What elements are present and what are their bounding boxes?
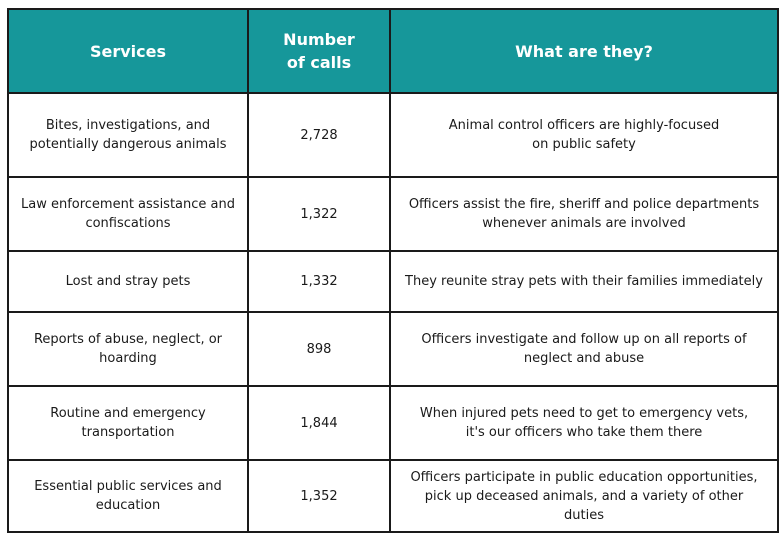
calls-cell: 1,332 xyxy=(248,251,390,312)
table-row xyxy=(8,312,778,386)
description-cell: Officers investigate and follow up on all reports of neglect and abuse xyxy=(390,312,778,386)
table-row xyxy=(8,251,778,312)
table-row xyxy=(8,177,778,251)
table-row xyxy=(8,93,778,177)
service-cell: Reports of abuse, neglect, or hoarding xyxy=(8,312,248,386)
description-cell: Officers assist the fire, sheriff and police departments whenever animals are involved xyxy=(390,177,778,251)
calls-cell: 1,844 xyxy=(248,386,390,460)
description-cell: Officers participate in public education opportunities, pick up deceased animals, and a variety of other duties xyxy=(390,460,778,532)
table-row xyxy=(8,386,778,460)
header-row xyxy=(8,9,778,93)
service-cell: Law enforcement assistance and confiscations xyxy=(8,177,248,251)
description-cell: They reunite stray pets with their families immediately xyxy=(390,251,778,312)
table-header xyxy=(8,9,778,93)
services-table xyxy=(7,8,779,533)
header-services: Services xyxy=(8,9,248,93)
service-cell: Lost and stray pets xyxy=(8,251,248,312)
calls-cell: 1,352 xyxy=(248,460,390,532)
service-cell: Essential public services and education xyxy=(8,460,248,532)
table-row xyxy=(8,460,778,532)
calls-cell: 2,728 xyxy=(248,93,390,177)
description-cell: When injured pets need to get to emergency vets, it's our officers who take them there xyxy=(390,386,778,460)
service-cell: Bites, investigations, and potentially dangerous animals xyxy=(8,93,248,177)
header-what-are-they: What are they? xyxy=(390,9,778,93)
service-cell: Routine and emergency transportation xyxy=(8,386,248,460)
header-number-of-calls: Number of calls xyxy=(248,9,390,93)
calls-cell: 898 xyxy=(248,312,390,386)
description-cell: Animal control officers are highly-focused on public safety xyxy=(390,93,778,177)
calls-cell: 1,322 xyxy=(248,177,390,251)
table-body xyxy=(8,93,778,532)
